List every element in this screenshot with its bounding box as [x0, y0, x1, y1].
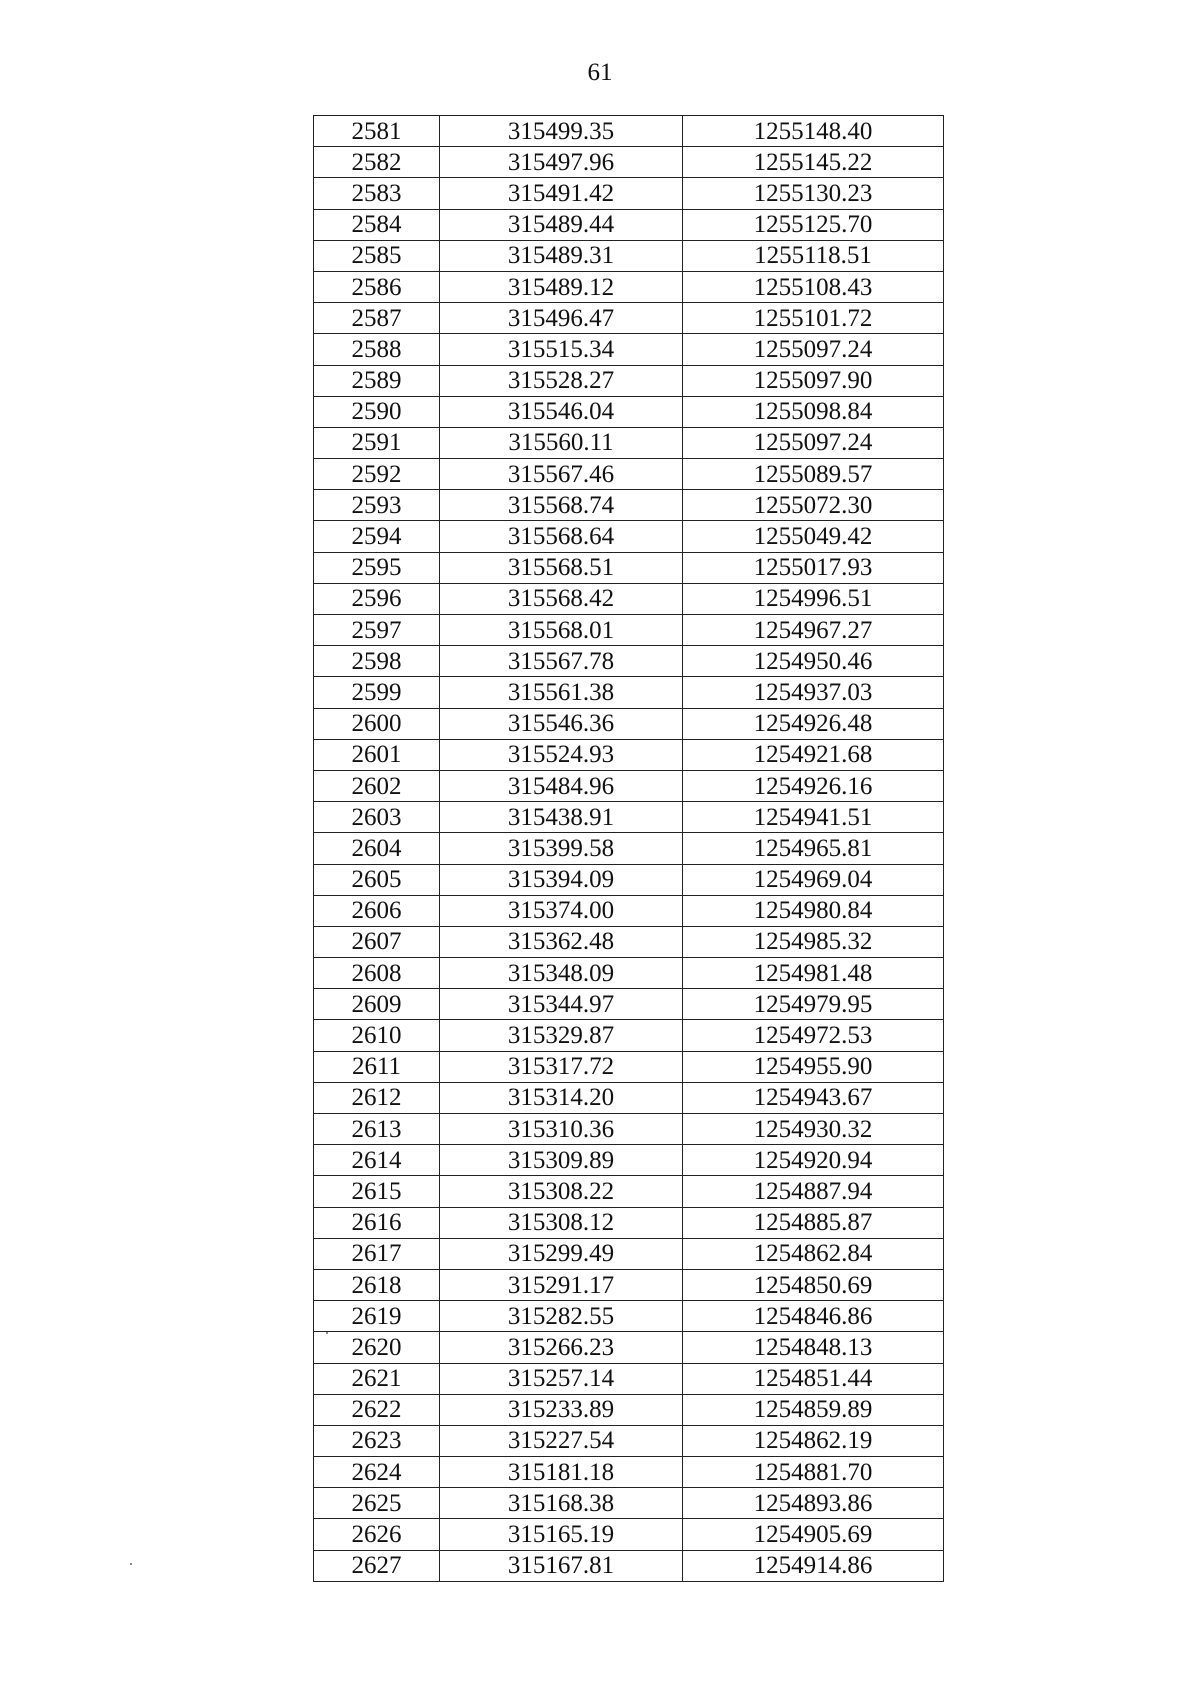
point-number-cell: 2608 — [314, 958, 440, 989]
point-number-cell: 2613 — [314, 1114, 440, 1145]
table-row — [314, 521, 944, 552]
y-coordinate-cell: 1255098.84 — [683, 396, 944, 427]
x-coordinate-cell: 315546.36 — [440, 708, 683, 739]
table-row — [314, 958, 944, 989]
x-coordinate-cell: 315489.12 — [440, 271, 683, 302]
table-row — [314, 583, 944, 614]
x-coordinate-cell: 315499.35 — [440, 116, 683, 147]
y-coordinate-cell: 1255130.23 — [683, 178, 944, 209]
page-number: 61 — [587, 59, 613, 86]
point-number-cell: 2595 — [314, 552, 440, 583]
y-coordinate-cell: 1254972.53 — [683, 1020, 944, 1051]
x-coordinate-cell: 315546.04 — [440, 396, 683, 427]
y-coordinate-cell: 1254887.94 — [683, 1176, 944, 1207]
point-number-cell: 2596 — [314, 583, 440, 614]
x-coordinate-cell: 315528.27 — [440, 365, 683, 396]
y-coordinate-cell: 1254985.32 — [683, 926, 944, 957]
table-row — [314, 396, 944, 427]
y-coordinate-cell: 1254885.87 — [683, 1207, 944, 1238]
point-number-cell: 2594 — [314, 521, 440, 552]
point-number-cell: 2585 — [314, 240, 440, 271]
table-row — [314, 490, 944, 521]
x-coordinate-cell: 315291.17 — [440, 1269, 683, 1300]
y-coordinate-cell: 1254850.69 — [683, 1269, 944, 1300]
y-coordinate-cell: 1254950.46 — [683, 646, 944, 677]
x-coordinate-cell: 315227.54 — [440, 1425, 683, 1456]
point-number-cell: 2591 — [314, 427, 440, 458]
x-coordinate-cell: 315399.58 — [440, 833, 683, 864]
y-coordinate-cell: 1255108.43 — [683, 271, 944, 302]
table-row — [314, 209, 944, 240]
table-row — [314, 1550, 944, 1581]
point-number-cell: 2609 — [314, 989, 440, 1020]
point-number-cell: 2612 — [314, 1082, 440, 1113]
table-row — [314, 677, 944, 708]
point-number-cell: 2598 — [314, 646, 440, 677]
x-coordinate-cell: 315233.89 — [440, 1394, 683, 1425]
x-coordinate-cell: 315524.93 — [440, 739, 683, 770]
point-number-cell: 2627 — [314, 1550, 440, 1581]
x-coordinate-cell: 315561.38 — [440, 677, 683, 708]
point-number-cell: 2622 — [314, 1394, 440, 1425]
point-number-cell: 2607 — [314, 926, 440, 957]
y-coordinate-cell: 1255148.40 — [683, 116, 944, 147]
x-coordinate-cell: 315329.87 — [440, 1020, 683, 1051]
x-coordinate-cell: 315344.97 — [440, 989, 683, 1020]
x-coordinate-cell: 315165.19 — [440, 1519, 683, 1550]
table-row — [314, 427, 944, 458]
x-coordinate-cell: 315489.44 — [440, 209, 683, 240]
table-row — [314, 1051, 944, 1082]
table-row — [314, 552, 944, 583]
table-row — [314, 895, 944, 926]
y-coordinate-cell: 1255097.90 — [683, 365, 944, 396]
coordinates-table — [313, 115, 944, 1582]
y-coordinate-cell: 1255089.57 — [683, 459, 944, 490]
scan-speck — [130, 1563, 132, 1565]
point-number-cell: 2601 — [314, 739, 440, 770]
coordinates-table-body — [314, 116, 944, 1582]
y-coordinate-cell: 1254979.95 — [683, 989, 944, 1020]
x-coordinate-cell: 315181.18 — [440, 1457, 683, 1488]
point-number-cell: 2625 — [314, 1488, 440, 1519]
x-coordinate-cell: 315567.46 — [440, 459, 683, 490]
y-coordinate-cell: 1255072.30 — [683, 490, 944, 521]
point-number-cell: 2605 — [314, 864, 440, 895]
table-row — [314, 833, 944, 864]
table-row — [314, 147, 944, 178]
table-row — [314, 1519, 944, 1550]
table-row — [314, 365, 944, 396]
y-coordinate-cell: 1254965.81 — [683, 833, 944, 864]
table-row — [314, 1269, 944, 1300]
table-row — [314, 1394, 944, 1425]
point-number-cell: 2582 — [314, 147, 440, 178]
table-row — [314, 240, 944, 271]
x-coordinate-cell: 315257.14 — [440, 1363, 683, 1394]
y-coordinate-cell: 1254862.84 — [683, 1238, 944, 1269]
table-row — [314, 1301, 944, 1332]
point-number-cell: 2589 — [314, 365, 440, 396]
point-number-cell: 2593 — [314, 490, 440, 521]
x-coordinate-cell: 315568.01 — [440, 615, 683, 646]
point-number-cell: 2616 — [314, 1207, 440, 1238]
point-number-cell: 2581 — [314, 116, 440, 147]
x-coordinate-cell: 315484.96 — [440, 770, 683, 801]
x-coordinate-cell: 315317.72 — [440, 1051, 683, 1082]
x-coordinate-cell: 315568.42 — [440, 583, 683, 614]
x-coordinate-cell: 315309.89 — [440, 1145, 683, 1176]
point-number-cell: 2604 — [314, 833, 440, 864]
point-number-cell: 2620 — [314, 1332, 440, 1363]
table-row — [314, 1363, 944, 1394]
table-row — [314, 802, 944, 833]
point-number-cell: 2618 — [314, 1269, 440, 1300]
x-coordinate-cell: 315497.96 — [440, 147, 683, 178]
table-row — [314, 770, 944, 801]
y-coordinate-cell: 1254848.13 — [683, 1332, 944, 1363]
table-row — [314, 1488, 944, 1519]
x-coordinate-cell: 315299.49 — [440, 1238, 683, 1269]
y-coordinate-cell: 1254926.16 — [683, 770, 944, 801]
table-row — [314, 334, 944, 365]
x-coordinate-cell: 315282.55 — [440, 1301, 683, 1332]
x-coordinate-cell: 315560.11 — [440, 427, 683, 458]
x-coordinate-cell: 315491.42 — [440, 178, 683, 209]
table-row — [314, 1082, 944, 1113]
point-number-cell: 2610 — [314, 1020, 440, 1051]
x-coordinate-cell: 315314.20 — [440, 1082, 683, 1113]
point-number-cell: 2597 — [314, 615, 440, 646]
table-row — [314, 459, 944, 490]
y-coordinate-cell: 1254846.86 — [683, 1301, 944, 1332]
y-coordinate-cell: 1254941.51 — [683, 802, 944, 833]
table-row — [314, 989, 944, 1020]
table-row — [314, 646, 944, 677]
x-coordinate-cell: 315496.47 — [440, 303, 683, 334]
x-coordinate-cell: 315394.09 — [440, 864, 683, 895]
point-number-cell: 2583 — [314, 178, 440, 209]
x-coordinate-cell: 315167.81 — [440, 1550, 683, 1581]
y-coordinate-cell: 1254921.68 — [683, 739, 944, 770]
point-number-cell: 2617 — [314, 1238, 440, 1269]
point-number-cell: 2626 — [314, 1519, 440, 1550]
table-row — [314, 303, 944, 334]
y-coordinate-cell: 1254955.90 — [683, 1051, 944, 1082]
y-coordinate-cell: 1254943.67 — [683, 1082, 944, 1113]
point-number-cell: 2602 — [314, 770, 440, 801]
table-row — [314, 739, 944, 770]
point-number-cell: 2621 — [314, 1363, 440, 1394]
table-row — [314, 1020, 944, 1051]
point-number-cell: 2586 — [314, 271, 440, 302]
y-coordinate-cell: 1254980.84 — [683, 895, 944, 926]
point-number-cell: 2592 — [314, 459, 440, 490]
point-number-cell: 2611 — [314, 1051, 440, 1082]
y-coordinate-cell: 1255017.93 — [683, 552, 944, 583]
point-number-cell: 2619 — [314, 1301, 440, 1332]
y-coordinate-cell: 1255097.24 — [683, 334, 944, 365]
x-coordinate-cell: 315515.34 — [440, 334, 683, 365]
table-row — [314, 1207, 944, 1238]
x-coordinate-cell: 315489.31 — [440, 240, 683, 271]
point-number-cell: 2600 — [314, 708, 440, 739]
scan-speck — [326, 1332, 328, 1334]
point-number-cell: 2584 — [314, 209, 440, 240]
y-coordinate-cell: 1255145.22 — [683, 147, 944, 178]
point-number-cell: 2590 — [314, 396, 440, 427]
y-coordinate-cell: 1254926.48 — [683, 708, 944, 739]
table-row — [314, 1457, 944, 1488]
table-row — [314, 271, 944, 302]
y-coordinate-cell: 1255049.42 — [683, 521, 944, 552]
table-row — [314, 1425, 944, 1456]
x-coordinate-cell: 315308.12 — [440, 1207, 683, 1238]
x-coordinate-cell: 315567.78 — [440, 646, 683, 677]
point-number-cell: 2615 — [314, 1176, 440, 1207]
point-number-cell: 2614 — [314, 1145, 440, 1176]
table-row — [314, 178, 944, 209]
point-number-cell: 2603 — [314, 802, 440, 833]
y-coordinate-cell: 1254930.32 — [683, 1114, 944, 1145]
x-coordinate-cell: 315568.51 — [440, 552, 683, 583]
y-coordinate-cell: 1254967.27 — [683, 615, 944, 646]
y-coordinate-cell: 1254851.44 — [683, 1363, 944, 1394]
y-coordinate-cell: 1255118.51 — [683, 240, 944, 271]
x-coordinate-cell: 315362.48 — [440, 926, 683, 957]
y-coordinate-cell: 1254996.51 — [683, 583, 944, 614]
x-coordinate-cell: 315568.74 — [440, 490, 683, 521]
y-coordinate-cell: 1254893.86 — [683, 1488, 944, 1519]
y-coordinate-cell: 1254914.86 — [683, 1550, 944, 1581]
y-coordinate-cell: 1254881.70 — [683, 1457, 944, 1488]
y-coordinate-cell: 1254905.69 — [683, 1519, 944, 1550]
y-coordinate-cell: 1254969.04 — [683, 864, 944, 895]
y-coordinate-cell: 1254920.94 — [683, 1145, 944, 1176]
point-number-cell: 2599 — [314, 677, 440, 708]
table-row — [314, 864, 944, 895]
y-coordinate-cell: 1255101.72 — [683, 303, 944, 334]
point-number-cell: 2624 — [314, 1457, 440, 1488]
x-coordinate-cell: 315568.64 — [440, 521, 683, 552]
table-row — [314, 1145, 944, 1176]
point-number-cell: 2588 — [314, 334, 440, 365]
x-coordinate-cell: 315438.91 — [440, 802, 683, 833]
point-number-cell: 2587 — [314, 303, 440, 334]
point-number-cell: 2606 — [314, 895, 440, 926]
table-row — [314, 116, 944, 147]
table-row — [314, 926, 944, 957]
y-coordinate-cell: 1254937.03 — [683, 677, 944, 708]
table-row — [314, 1114, 944, 1145]
x-coordinate-cell: 315266.23 — [440, 1332, 683, 1363]
y-coordinate-cell: 1254981.48 — [683, 958, 944, 989]
table-row — [314, 1332, 944, 1363]
table-row — [314, 1176, 944, 1207]
table-row — [314, 1238, 944, 1269]
table-row — [314, 615, 944, 646]
x-coordinate-cell: 315374.00 — [440, 895, 683, 926]
x-coordinate-cell: 315310.36 — [440, 1114, 683, 1145]
x-coordinate-cell: 315168.38 — [440, 1488, 683, 1519]
y-coordinate-cell: 1254862.19 — [683, 1425, 944, 1456]
x-coordinate-cell: 315308.22 — [440, 1176, 683, 1207]
point-number-cell: 2623 — [314, 1425, 440, 1456]
y-coordinate-cell: 1254859.89 — [683, 1394, 944, 1425]
x-coordinate-cell: 315348.09 — [440, 958, 683, 989]
y-coordinate-cell: 1255125.70 — [683, 209, 944, 240]
table-row — [314, 708, 944, 739]
y-coordinate-cell: 1255097.24 — [683, 427, 944, 458]
